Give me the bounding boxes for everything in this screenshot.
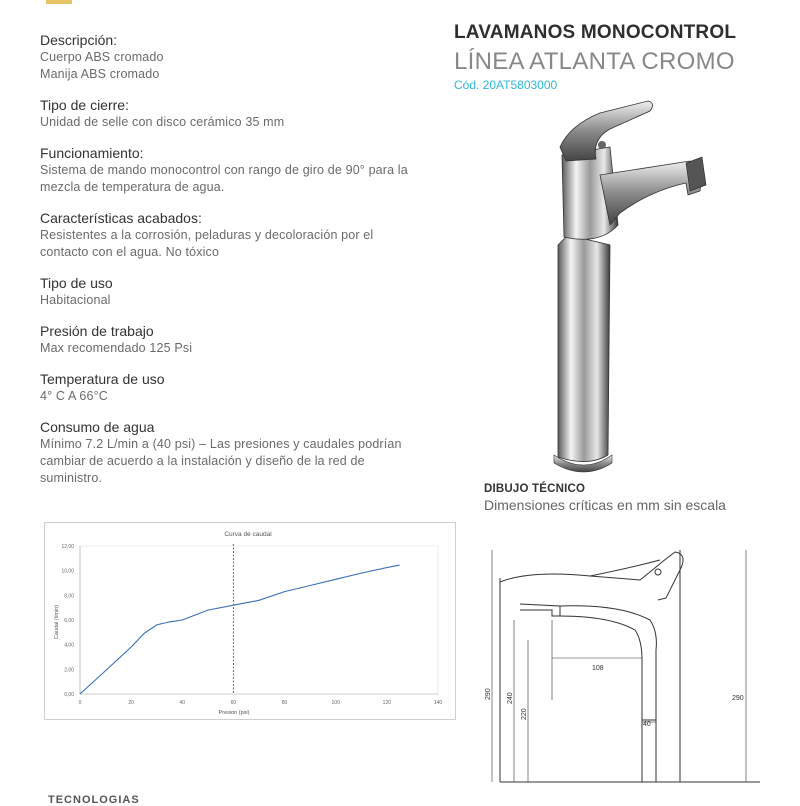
- technical-drawing: [480, 520, 770, 795]
- spec-line: Sistema de mando monocontrol con rango de giro de 90° para la: [40, 163, 408, 177]
- spec-section: [40, 275, 440, 309]
- spec-section: [40, 145, 440, 196]
- dim-220: 220: [521, 708, 528, 720]
- spec-title: Consumo de agua: [40, 419, 155, 435]
- dim-290-left: 290: [485, 688, 492, 700]
- dim-290-right: 290: [732, 695, 744, 702]
- spec-list: [40, 32, 440, 501]
- dim-108: 108: [592, 665, 604, 672]
- y-tick-label: 12,00: [61, 544, 74, 550]
- spec-line: cambiar de acuerdo a la instalación y diseño de la red de: [40, 454, 365, 468]
- spec-line: Unidad de selle con disco cerámico 35 mm: [40, 115, 285, 129]
- spec-section: [40, 97, 440, 131]
- product-line: LÍNEA ATLANTA CROMO: [454, 48, 735, 75]
- spec-line: Habitacional: [40, 293, 111, 307]
- spec-line: Max recomendado 125 Psi: [40, 341, 193, 355]
- spec-title: Descripción:: [40, 32, 118, 48]
- y-tick-label: 8,00: [64, 593, 74, 600]
- x-tick-label: 60: [230, 700, 237, 706]
- spec-title: Características acabados:: [40, 210, 202, 226]
- spec-title: Tipo de cierre:: [40, 97, 129, 113]
- x-tick-label: 0: [78, 700, 82, 706]
- spec-section: [40, 371, 440, 405]
- spec-section: [40, 419, 440, 487]
- y-tick-label: 4,00: [64, 642, 74, 649]
- spec-section: [40, 32, 440, 83]
- y-tick-label: 6,00: [64, 618, 74, 624]
- spec-section: [40, 210, 440, 261]
- spec-section: [40, 323, 440, 357]
- spec-line: contacto con el agua. No tóxico: [40, 245, 220, 259]
- spec-title: Presión de trabajo: [40, 323, 154, 339]
- product-code: Cód. 20AT5803000: [454, 78, 558, 92]
- y-tick-label: 10,00: [61, 568, 74, 575]
- spec-title: Funcionamiento:: [40, 145, 144, 161]
- spec-title: Tipo de uso: [40, 275, 113, 291]
- spec-line: Resistentes a la corrosión, peladuras y decoloración por el: [40, 228, 374, 242]
- flow-curve-chart: [44, 522, 456, 720]
- dim-40: 40: [643, 721, 651, 728]
- y-tick-label: 2,00: [64, 667, 74, 674]
- spec-line: Manija ABS cromado: [40, 67, 160, 81]
- spec-line: suministro.: [40, 471, 103, 485]
- chart-xlabel: Presion (psi): [218, 710, 250, 716]
- spec-line: Cuerpo ABS cromado: [40, 50, 164, 64]
- y-tick-label: 0,00: [64, 692, 74, 698]
- spec-line: Mínimo 7.2 L/min a (40 psi) – Las presiones y caudales podrían: [40, 437, 402, 451]
- x-tick-label: 20: [128, 700, 134, 706]
- x-tick-label: 100: [331, 700, 340, 706]
- x-tick-label: 40: [179, 700, 186, 706]
- drawing-title: DIBUJO TÉCNICO: [484, 483, 586, 495]
- x-tick-label: 80: [281, 700, 288, 706]
- footer-cut-text: TECNOLOGIAS: [48, 794, 140, 806]
- faucet-photo: [540, 95, 720, 475]
- top-accent-bar: [46, 0, 72, 4]
- spec-line: 4° C A 66°C: [40, 389, 108, 403]
- chart-title: Curva de caudal: [224, 531, 272, 538]
- dim-240: 240: [507, 692, 514, 704]
- drawing-subtitle: Dimensiones críticas en mm sin escala: [484, 497, 726, 513]
- chart-ylabel: Caudal (l/min): [54, 604, 60, 640]
- chart-frame: [45, 523, 456, 720]
- x-tick-label: 120: [382, 700, 392, 706]
- product-title: LAVAMANOS MONOCONTROL: [454, 22, 737, 43]
- spec-title: Temperatura de uso: [40, 371, 165, 387]
- spec-line: mezcla de temperatura de agua.: [40, 180, 225, 194]
- x-tick-label: 140: [433, 700, 443, 706]
